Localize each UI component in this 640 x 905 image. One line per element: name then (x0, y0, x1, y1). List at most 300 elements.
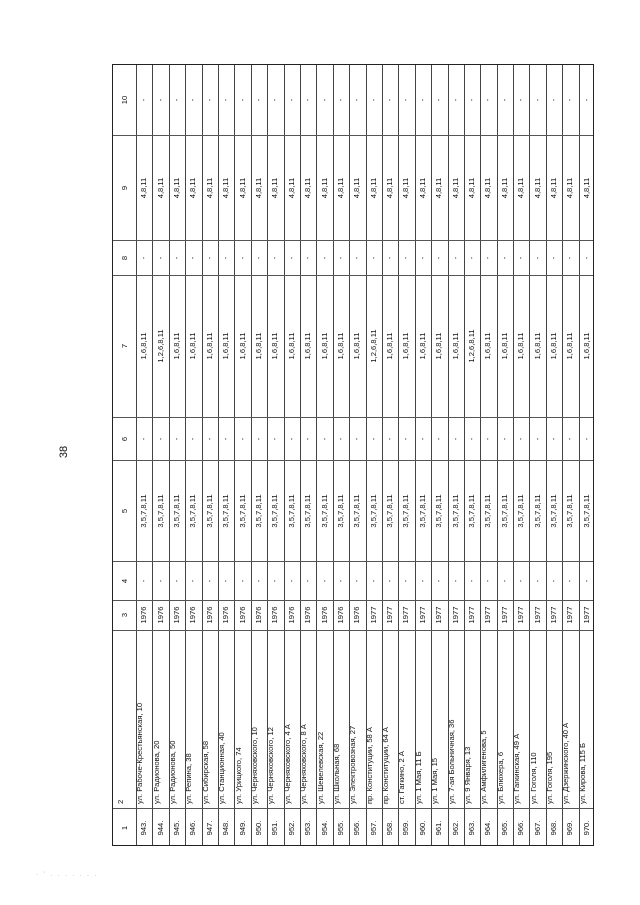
table-cell: 1,6,8,11 (352, 332, 362, 360)
table-cell: ул. Гоголя, 110 (528, 752, 538, 804)
table-cell: ул. 1 Мая, 15 (430, 757, 440, 804)
table-cell: - (319, 437, 329, 440)
table-cell: - (434, 256, 444, 259)
table-cell: 1976 (172, 606, 182, 624)
table-cell: 1,6,8,11 (582, 332, 591, 360)
table-cell: ул. Репина, 38 (184, 753, 194, 804)
table-cell: 969. (565, 820, 575, 835)
table-cell: - (139, 437, 149, 440)
table-cell: ул. Черняховского, 4 А (282, 724, 292, 804)
table-cell: - (434, 98, 444, 102)
table-cell: - (221, 437, 231, 440)
table-cell: 965. (500, 820, 510, 835)
table-cell: 1,2,6,8,11 (155, 329, 165, 363)
column-divider (113, 275, 593, 276)
table-cell: - (188, 98, 198, 102)
table-cell: 961. (434, 820, 444, 835)
table-cell: 1,6,8,11 (172, 332, 182, 360)
table-cell: - (352, 579, 362, 582)
table-cell: 1,6,8,11 (549, 332, 559, 360)
table-cell: 3,5,7,8,11 (401, 493, 411, 528)
table-cell: 1977 (401, 606, 411, 624)
table-cell: - (221, 256, 231, 259)
table-cell: - (532, 256, 542, 259)
table-cell: 951. (270, 820, 280, 835)
table-cell: 4,8,11 (516, 177, 526, 198)
row-divider (546, 65, 547, 845)
table-cell: - (565, 437, 575, 440)
table-cell: - (516, 579, 526, 582)
row-divider (169, 65, 170, 845)
table-cell: - (204, 98, 214, 102)
table-cell: - (254, 256, 264, 259)
column-divider (113, 808, 593, 809)
table-cell: - (467, 98, 477, 102)
table-cell: 4,8,11 (204, 177, 214, 198)
table-cell: - (516, 98, 526, 102)
table-cell: 4,8,11 (401, 177, 411, 198)
table-cell: - (254, 437, 264, 440)
table-cell: 945. (172, 820, 182, 835)
table-cell: - (401, 256, 411, 259)
table-cell: 4,8,11 (221, 177, 231, 198)
table-cell: 4,8,11 (270, 177, 280, 198)
table-cell: 955. (336, 820, 346, 835)
table-cell: 3,5,7,8,11 (237, 493, 247, 528)
table-cell: - (221, 579, 231, 582)
table-cell: 1976 (155, 606, 165, 624)
table-cell: 4,8,11 (254, 177, 264, 198)
table-cell: - (286, 256, 296, 259)
column-divider (113, 240, 593, 241)
table-cell: 1976 (336, 606, 346, 624)
table-cell: - (303, 579, 313, 582)
table-cell: 4,8,11 (500, 177, 510, 198)
table-cell: 3,5,7,8,11 (467, 493, 477, 528)
table-cell: - (385, 256, 395, 259)
column-header: 1 (119, 825, 129, 830)
table-cell: 3,5,7,8,11 (516, 493, 526, 528)
table-cell: - (483, 579, 493, 582)
table-cell: - (500, 98, 510, 102)
column-divider (113, 460, 593, 461)
table-cell: - (270, 579, 280, 582)
table-cell: 4,8,11 (385, 177, 395, 198)
table-cell: 3,5,7,8,11 (303, 493, 313, 528)
table-cell: - (450, 98, 460, 102)
table-cell: 1976 (286, 606, 296, 624)
table-cell: ул. Сибирская, 58 (200, 740, 210, 804)
table-cell: ул. Кирова, 115 Б (578, 743, 587, 804)
table-cell: 1,6,8,11 (450, 332, 460, 360)
table-cell: - (286, 437, 296, 440)
table-cell: 3,5,7,8,11 (418, 493, 428, 528)
column-header: 3 (119, 612, 129, 618)
table-cell: 1,6,8,11 (532, 332, 542, 360)
table-cell: 3,5,7,8,11 (434, 493, 444, 528)
table-cell: 1,6,8,11 (204, 332, 214, 360)
row-divider (333, 65, 334, 845)
table-cell: 1976 (270, 606, 280, 624)
table-cell: - (467, 579, 477, 582)
table-cell: 1,6,8,11 (418, 332, 428, 360)
table-cell: - (336, 256, 346, 259)
table-cell: 1976 (188, 606, 198, 624)
table-cell: ул. Шевелевская, 22 (315, 731, 325, 804)
table-cell: - (483, 98, 493, 102)
table-cell: - (565, 98, 575, 102)
row-divider (185, 65, 186, 845)
table-cell: 4,8,11 (467, 177, 477, 198)
table-cell: 3,5,7,8,11 (204, 493, 214, 528)
table-cell: - (500, 579, 510, 582)
table-cell: - (549, 98, 559, 102)
row-divider (431, 65, 432, 845)
table-cell: - (286, 579, 296, 582)
table-cell: 958. (385, 820, 395, 835)
table-cell: - (385, 98, 395, 102)
table-cell: 4,8,11 (303, 177, 313, 198)
table-cell: - (139, 256, 149, 259)
table-cell: 960. (418, 820, 428, 835)
table-cell: ул. Дзержинского, 40 А (561, 722, 571, 804)
table-cell: 3,5,7,8,11 (352, 493, 362, 528)
table-cell: - (352, 98, 362, 102)
table-cell: - (336, 579, 346, 582)
table-cell: - (582, 98, 591, 102)
table-cell: - (221, 98, 231, 102)
table-cell: ул. Гагкинская, 49 А (512, 733, 522, 804)
column-header: 5 (119, 508, 129, 513)
column-header: 6 (119, 436, 129, 441)
table-cell: 1,6,8,11 (500, 332, 510, 360)
table-cell: 954. (319, 820, 329, 835)
table-cell: - (155, 437, 165, 440)
table-cell: - (532, 579, 542, 582)
table-cell: - (303, 437, 313, 440)
table-cell: ст. Гагкино, 2 А (397, 751, 407, 804)
table-cell: - (500, 256, 510, 259)
table-cell: - (319, 98, 329, 102)
table-cell: - (549, 579, 559, 582)
table-cell: - (139, 98, 149, 102)
table-cell: - (303, 98, 313, 102)
table-cell: 4,8,11 (319, 177, 329, 198)
table-cell: ул. Рабоче-Крестьянская, 10 (135, 702, 145, 804)
row-divider (152, 65, 153, 845)
table-cell: - (467, 256, 477, 259)
table-cell: 950. (254, 820, 264, 835)
table-cell: - (401, 98, 411, 102)
table-cell: 3,5,7,8,11 (582, 493, 591, 528)
table-cell: 1977 (467, 606, 477, 624)
table-cell: 4,8,11 (565, 177, 575, 198)
table-cell: 4,8,11 (434, 177, 444, 198)
table-cell: 968. (549, 820, 559, 835)
table-cell: - (188, 256, 198, 259)
table-cell: - (450, 579, 460, 582)
table-cell: 967. (532, 820, 542, 835)
table-cell: - (483, 437, 493, 440)
table-cell: 956. (352, 820, 362, 835)
column-header: 10 (119, 95, 129, 105)
table-cell: пр. Конституции, 64 А (381, 727, 391, 804)
table-cell: 1977 (450, 606, 460, 624)
table-cell: 4,8,11 (336, 177, 346, 198)
table-cell: - (172, 579, 182, 582)
table-cell: 966. (516, 820, 526, 835)
table-cell: 1,6,8,11 (270, 332, 280, 360)
table-cell: 1,6,8,11 (434, 332, 444, 360)
table-cell: - (565, 256, 575, 259)
table-cell: - (500, 437, 510, 440)
table-cell: ул. Урицкого, 74 (233, 747, 243, 804)
table-cell: ул. Станционная, 40 (217, 732, 227, 804)
table-cell: 1,6,8,11 (286, 332, 296, 360)
table-cell: 4,8,11 (188, 177, 198, 198)
table-cell: - (204, 437, 214, 440)
table-cell: 963. (467, 820, 477, 835)
table-cell: - (549, 256, 559, 259)
table-cell: 3,5,7,8,11 (565, 493, 575, 528)
table-cell: - (368, 579, 378, 582)
table-cell: 1,6,8,11 (385, 332, 395, 360)
column-divider (113, 561, 593, 562)
table-cell: 1,6,8,11 (401, 332, 411, 360)
table-cell: 962. (450, 820, 460, 835)
table-cell: - (352, 256, 362, 259)
table-cell: 948. (221, 820, 231, 835)
table-cell: 1976 (254, 606, 264, 624)
column-header: 9 (119, 185, 129, 190)
table-cell: - (483, 256, 493, 259)
table-cell: 3,5,7,8,11 (450, 493, 460, 528)
table-cell: - (188, 579, 198, 582)
table-cell: 947. (204, 820, 214, 835)
table-cell: ул. Гоголя, 195 (545, 751, 555, 804)
table-cell: - (237, 579, 247, 582)
table-cell: - (172, 256, 182, 259)
table-cell: 1,6,8,11 (565, 332, 575, 360)
table-cell: ул. Радионова, 50 (168, 740, 178, 804)
row-divider (398, 65, 399, 845)
table-cell: - (172, 98, 182, 102)
table-cell: - (286, 98, 296, 102)
table-cell: ул. Черняховского, 12 (266, 727, 276, 804)
table-cell: - (418, 98, 428, 102)
table-cell: 1977 (368, 606, 378, 624)
table-cell: - (368, 256, 378, 259)
table-cell: 4,8,11 (139, 177, 149, 198)
table-cell: - (418, 437, 428, 440)
table-cell: - (434, 579, 444, 582)
column-divider (113, 417, 593, 418)
table-cell: - (549, 437, 559, 440)
table-cell: - (582, 256, 591, 259)
column-header: 4 (119, 578, 129, 583)
table-cell: 1977 (565, 606, 575, 624)
table-cell: 3,5,7,8,11 (188, 493, 198, 528)
row-divider (202, 65, 203, 845)
row-divider (529, 65, 530, 845)
table-cell: - (319, 256, 329, 259)
table-cell: 1976 (303, 606, 313, 624)
row-divider (415, 65, 416, 845)
table-cell: - (565, 579, 575, 582)
table-cell: - (516, 437, 526, 440)
table-cell: 944. (155, 820, 165, 835)
table-cell: ул. Черняховского, 10 (250, 727, 260, 804)
table-cell: ул. 1 Мая, 11 Б (414, 751, 424, 804)
page-number: 38 (58, 445, 70, 459)
table-cell: ул. 7-ая Больничная, 36 (446, 719, 456, 804)
table-cell: 4,8,11 (549, 177, 559, 198)
table-cell: 1,2,6,8,11 (467, 329, 477, 363)
table-cell: 949. (237, 820, 247, 835)
table-cell: - (336, 98, 346, 102)
row-divider (513, 65, 514, 845)
table-cell: 4,8,11 (352, 177, 362, 198)
table-cell: 4,8,11 (155, 177, 165, 198)
row-divider (464, 65, 465, 845)
row-divider (218, 65, 219, 845)
table-cell: - (237, 437, 247, 440)
table-cell: 1977 (483, 606, 493, 624)
table-cell: - (516, 256, 526, 259)
table-cell: - (188, 437, 198, 440)
table-cell: 1977 (385, 606, 395, 624)
table-cell: - (401, 437, 411, 440)
table-cell: 3,5,7,8,11 (483, 493, 493, 528)
table-cell: 1977 (434, 606, 444, 624)
table-cell: 4,8,11 (483, 177, 493, 198)
table-cell: - (582, 437, 591, 440)
table-cell: 1977 (516, 606, 526, 624)
table-cell: 4,8,11 (237, 177, 247, 198)
table-cell: 1,6,8,11 (483, 332, 493, 360)
table-cell: 1,6,8,11 (303, 332, 313, 360)
table-cell: - (450, 256, 460, 259)
column-divider (113, 135, 593, 136)
table-cell: - (254, 579, 264, 582)
table-cell: 3,5,7,8,11 (319, 493, 329, 528)
table-cell: 3,5,7,8,11 (500, 493, 510, 528)
column-header: 7 (119, 343, 129, 349)
table-cell: 1,2,6,8,11 (368, 329, 378, 363)
table-cell: 943. (139, 820, 149, 835)
table-cell: 3,5,7,8,11 (155, 493, 165, 528)
table-cell: 959. (401, 820, 411, 835)
table-cell: 1976 (204, 606, 214, 624)
table-cell: 4,8,11 (532, 177, 542, 198)
row-divider (234, 65, 235, 845)
table-cell: 4,8,11 (286, 177, 296, 198)
table-cell: - (270, 437, 280, 440)
table-cell: 3,5,7,8,11 (385, 493, 395, 528)
table-cell: 1,6,8,11 (336, 332, 346, 360)
table-cell: 1977 (500, 606, 510, 624)
table-cell: - (450, 437, 460, 440)
table-cell: ул. 9 Января, 13 (463, 746, 473, 804)
table-cell: 1977 (549, 606, 559, 624)
table-cell: 970. (582, 820, 591, 835)
table-cell: 3,5,7,8,11 (270, 493, 280, 528)
table-cell: - (204, 579, 214, 582)
row-divider (480, 65, 481, 845)
table-cell: - (204, 256, 214, 259)
table-cell: - (385, 579, 395, 582)
table-cell: - (319, 579, 329, 582)
table-cell: - (270, 256, 280, 259)
table-cell: - (418, 579, 428, 582)
row-divider (579, 65, 580, 845)
table-cell: - (237, 256, 247, 259)
table-cell: - (532, 98, 542, 102)
table-cell: 3,5,7,8,11 (139, 493, 149, 528)
row-divider (316, 65, 317, 845)
table-cell: - (254, 98, 264, 102)
table-cell: 3,5,7,8,11 (221, 493, 231, 528)
table-cell: 946. (188, 820, 198, 835)
table-cell: 1,6,8,11 (221, 332, 231, 360)
table-cell: 964. (483, 820, 493, 835)
table-cell: 1976 (237, 606, 247, 624)
table-cell: 4,8,11 (172, 177, 182, 198)
table-cell: ул. Школьная, 68 (332, 743, 342, 804)
table-cell: 1977 (582, 606, 591, 624)
table-cell: - (582, 579, 591, 582)
table-cell: - (467, 437, 477, 440)
table-cell: 1,6,8,11 (139, 332, 149, 360)
table-cell: 1977 (418, 606, 428, 624)
table-cell: ул. Черняховского, 8 А (299, 724, 309, 804)
table-cell: 1976 (319, 606, 329, 624)
table-cell: - (368, 98, 378, 102)
table-cell: - (532, 437, 542, 440)
table-cell: - (303, 256, 313, 259)
table-cell: 957. (368, 820, 378, 835)
table-cell: - (401, 579, 411, 582)
table-cell: 4,8,11 (582, 177, 591, 198)
table-cell: - (352, 437, 362, 440)
table-cell: 3,5,7,8,11 (336, 493, 346, 528)
table-cell: 1,6,8,11 (188, 332, 198, 360)
scan-marks: · ' . . . . . . . (36, 872, 99, 878)
table-cell: 1,6,8,11 (516, 332, 526, 360)
row-divider (497, 65, 498, 845)
table-cell: 3,5,7,8,11 (368, 493, 378, 528)
table-cell: ул. Радионова, 20 (151, 740, 161, 804)
table-cell: 4,8,11 (368, 177, 378, 198)
table-cell: 1,6,8,11 (237, 332, 247, 360)
table-cell: 4,8,11 (418, 177, 428, 198)
table-cell: 1977 (532, 606, 542, 624)
table-cell: 952. (286, 820, 296, 835)
table-cell: - (336, 437, 346, 440)
table-cell: 1,6,8,11 (319, 332, 329, 360)
table-cell: - (368, 437, 378, 440)
table-cell: пр. Конституции, 58 А (364, 727, 374, 804)
column-header: 2 (115, 799, 125, 804)
table-cell: 1976 (221, 606, 231, 624)
column-divider (113, 600, 593, 601)
table-cell: - (155, 256, 165, 259)
data-table (112, 64, 594, 846)
table-cell: - (172, 437, 182, 440)
table-cell: 4,8,11 (450, 177, 460, 198)
table-cell: 3,5,7,8,11 (549, 493, 559, 528)
table-cell: ул. Блюхера, 6 (496, 751, 506, 804)
